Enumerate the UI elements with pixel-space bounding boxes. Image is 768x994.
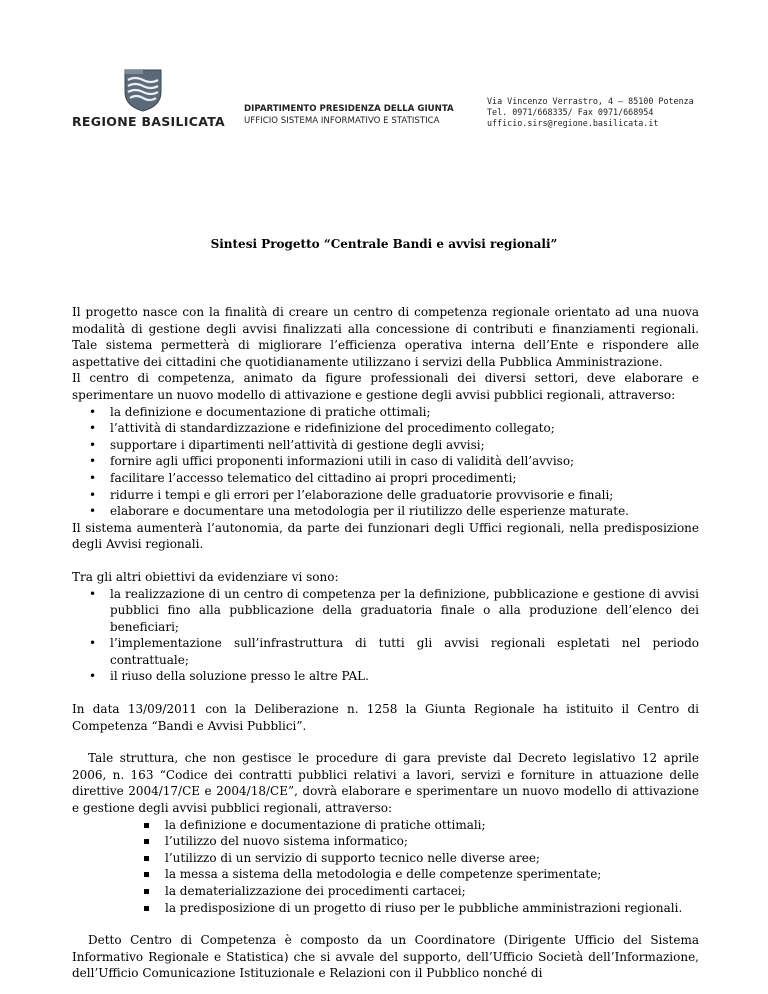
list-item: • la realizzazione di un centro di competenza per la definizione, pubblicazione e gestione di avvisi pubblici fino alla pubblicazione della graduatoria finale o alla produzione dell’elenco dei beneficiari;: [72, 586, 699, 636]
logo-text: REGIONE BASILICATA: [72, 114, 226, 129]
list-item: la definizione e documentazione di pratiche ottimali;: [72, 817, 699, 834]
structure-paragraph: Tale struttura, che non gestisce le procedure di gara previste dal Decreto legislativo 12 aprile 2006, n. 163 “Codice dei contratti pubblici relativi a lavori, servizi e forniture in attuazione delle direttive 2004/17/CE e 2004/18/CE”, dovrà elaborare e sperimentare un nuovo modello di attivazione e gestione degli avvisi pubblici regionali, attraverso:: [72, 751, 699, 816]
list-item: l’utilizzo del nuovo sistema informatico;: [72, 833, 699, 850]
office-name: UFFICIO SISTEMA INFORMATIVO E STATISTICA: [244, 116, 440, 126]
email[interactable]: ufficio.sirs@regione.basilicata.it: [487, 118, 659, 128]
letterhead: [0, 0, 768, 150]
closing-paragraph: Detto Centro di Competenza è composto da un Coordinatore (Dirigente Ufficio del Sistema Informativo Regionale e Statistica) che si avvale del supporto, dell’Ufficio Società dell’Informazione, dell’Ufficio Comunicazione Istituzionale e Relazioni con il Pubblico nonché di: [72, 933, 699, 981]
objectives-bullet-list: [72, 586, 699, 686]
department-name: DIPARTIMENTO PRESIDENZA DELLA GIUNTA: [244, 104, 454, 114]
list-item: • l’attività di standardizzazione e ridefinizione del procedimento collegato;: [72, 420, 699, 437]
objectives-lead: Tra gli altri obiettivi da evidenziare vi sono:: [72, 569, 339, 584]
document-body: [72, 304, 699, 982]
intro-paragraph-2: Il centro di competenza, animato da figure professionali dei diversi settori, deve elaborare e sperimentare un nuovo modello di attivazione e gestione degli avvisi pubblici regionali, attraverso:: [72, 371, 699, 402]
list-item: • fornire agli uffici proponenti informazioni utili in caso di validità dell’avviso;: [72, 453, 699, 470]
address: Via Vincenzo Verrastro, 4 – 85100 Potenza: [487, 96, 694, 106]
contact-block: [487, 96, 694, 129]
intro-paragraph-3: Il sistema aumenterà l’autonomia, da parte dei funzionari degli Uffici regionali, nella predisposizione degli Avvisi regionali.: [72, 520, 699, 552]
list-item: • il riuso della soluzione presso le altre PAL.: [72, 668, 699, 685]
list-item: la messa a sistema della metodologia e delle competenze sperimentate;: [72, 866, 699, 883]
list-item: la dematerializzazione dei procedimenti cartacei;: [72, 883, 699, 900]
structure-square-list: [72, 817, 699, 917]
document-title: Sintesi Progetto “Centrale Bandi e avvisi regionali”: [210, 237, 558, 251]
list-item: • ridurre i tempi e gli errori per l’elaborazione delle graduatorie provvisorie e finali;: [72, 487, 699, 504]
intro-bullet-list: [72, 404, 699, 520]
list-item: • elaborare e documentare una metodologia per il riutilizzo delle esperienze maturate.: [72, 503, 699, 520]
list-item: la predisposizione di un progetto di riuso per le pubbliche amministrazioni regionali.: [72, 900, 699, 917]
deliberation-paragraph: In data 13/09/2011 con la Deliberazione n. 1258 la Giunta Regionale ha istituito il Centro di Competenza “Bandi e Avvisi Pubblici”.: [72, 702, 699, 733]
list-item: • facilitare l’accesso telematico del cittadino ai propri procedimenti;: [72, 470, 699, 487]
coat-of-arms-icon: [122, 68, 164, 112]
list-item: • l’implementazione sull’infrastruttura di tutti gli avvisi regionali espletati nel periodo contrattuale;: [72, 635, 699, 668]
list-item: • supportare i dipartimenti nell’attività di gestione degli avvisi;: [72, 437, 699, 454]
department-block: [244, 103, 454, 127]
phone-fax: Tel. 0971/668335/ Fax 0971/668954: [487, 107, 654, 117]
intro-paragraph-1: Il progetto nasce con la finalità di creare un centro di competenza regionale orientato ad una nuova modalità di gestione degli avvisi finalizzati alla concessione di contributi e finanziamenti regionali. Tale sistema permetterà di migliorare l’efficienza operativa interna dell’Ente e rispondere alle aspettative dei cittadini che quotidianamente utilizzano i servizi della Pubblica Amministrazione.: [72, 305, 699, 369]
list-item: • la definizione e documentazione di pratiche ottimali;: [72, 404, 699, 421]
list-item: l’utilizzo di un servizio di supporto tecnico nelle diverse aree;: [72, 850, 699, 867]
